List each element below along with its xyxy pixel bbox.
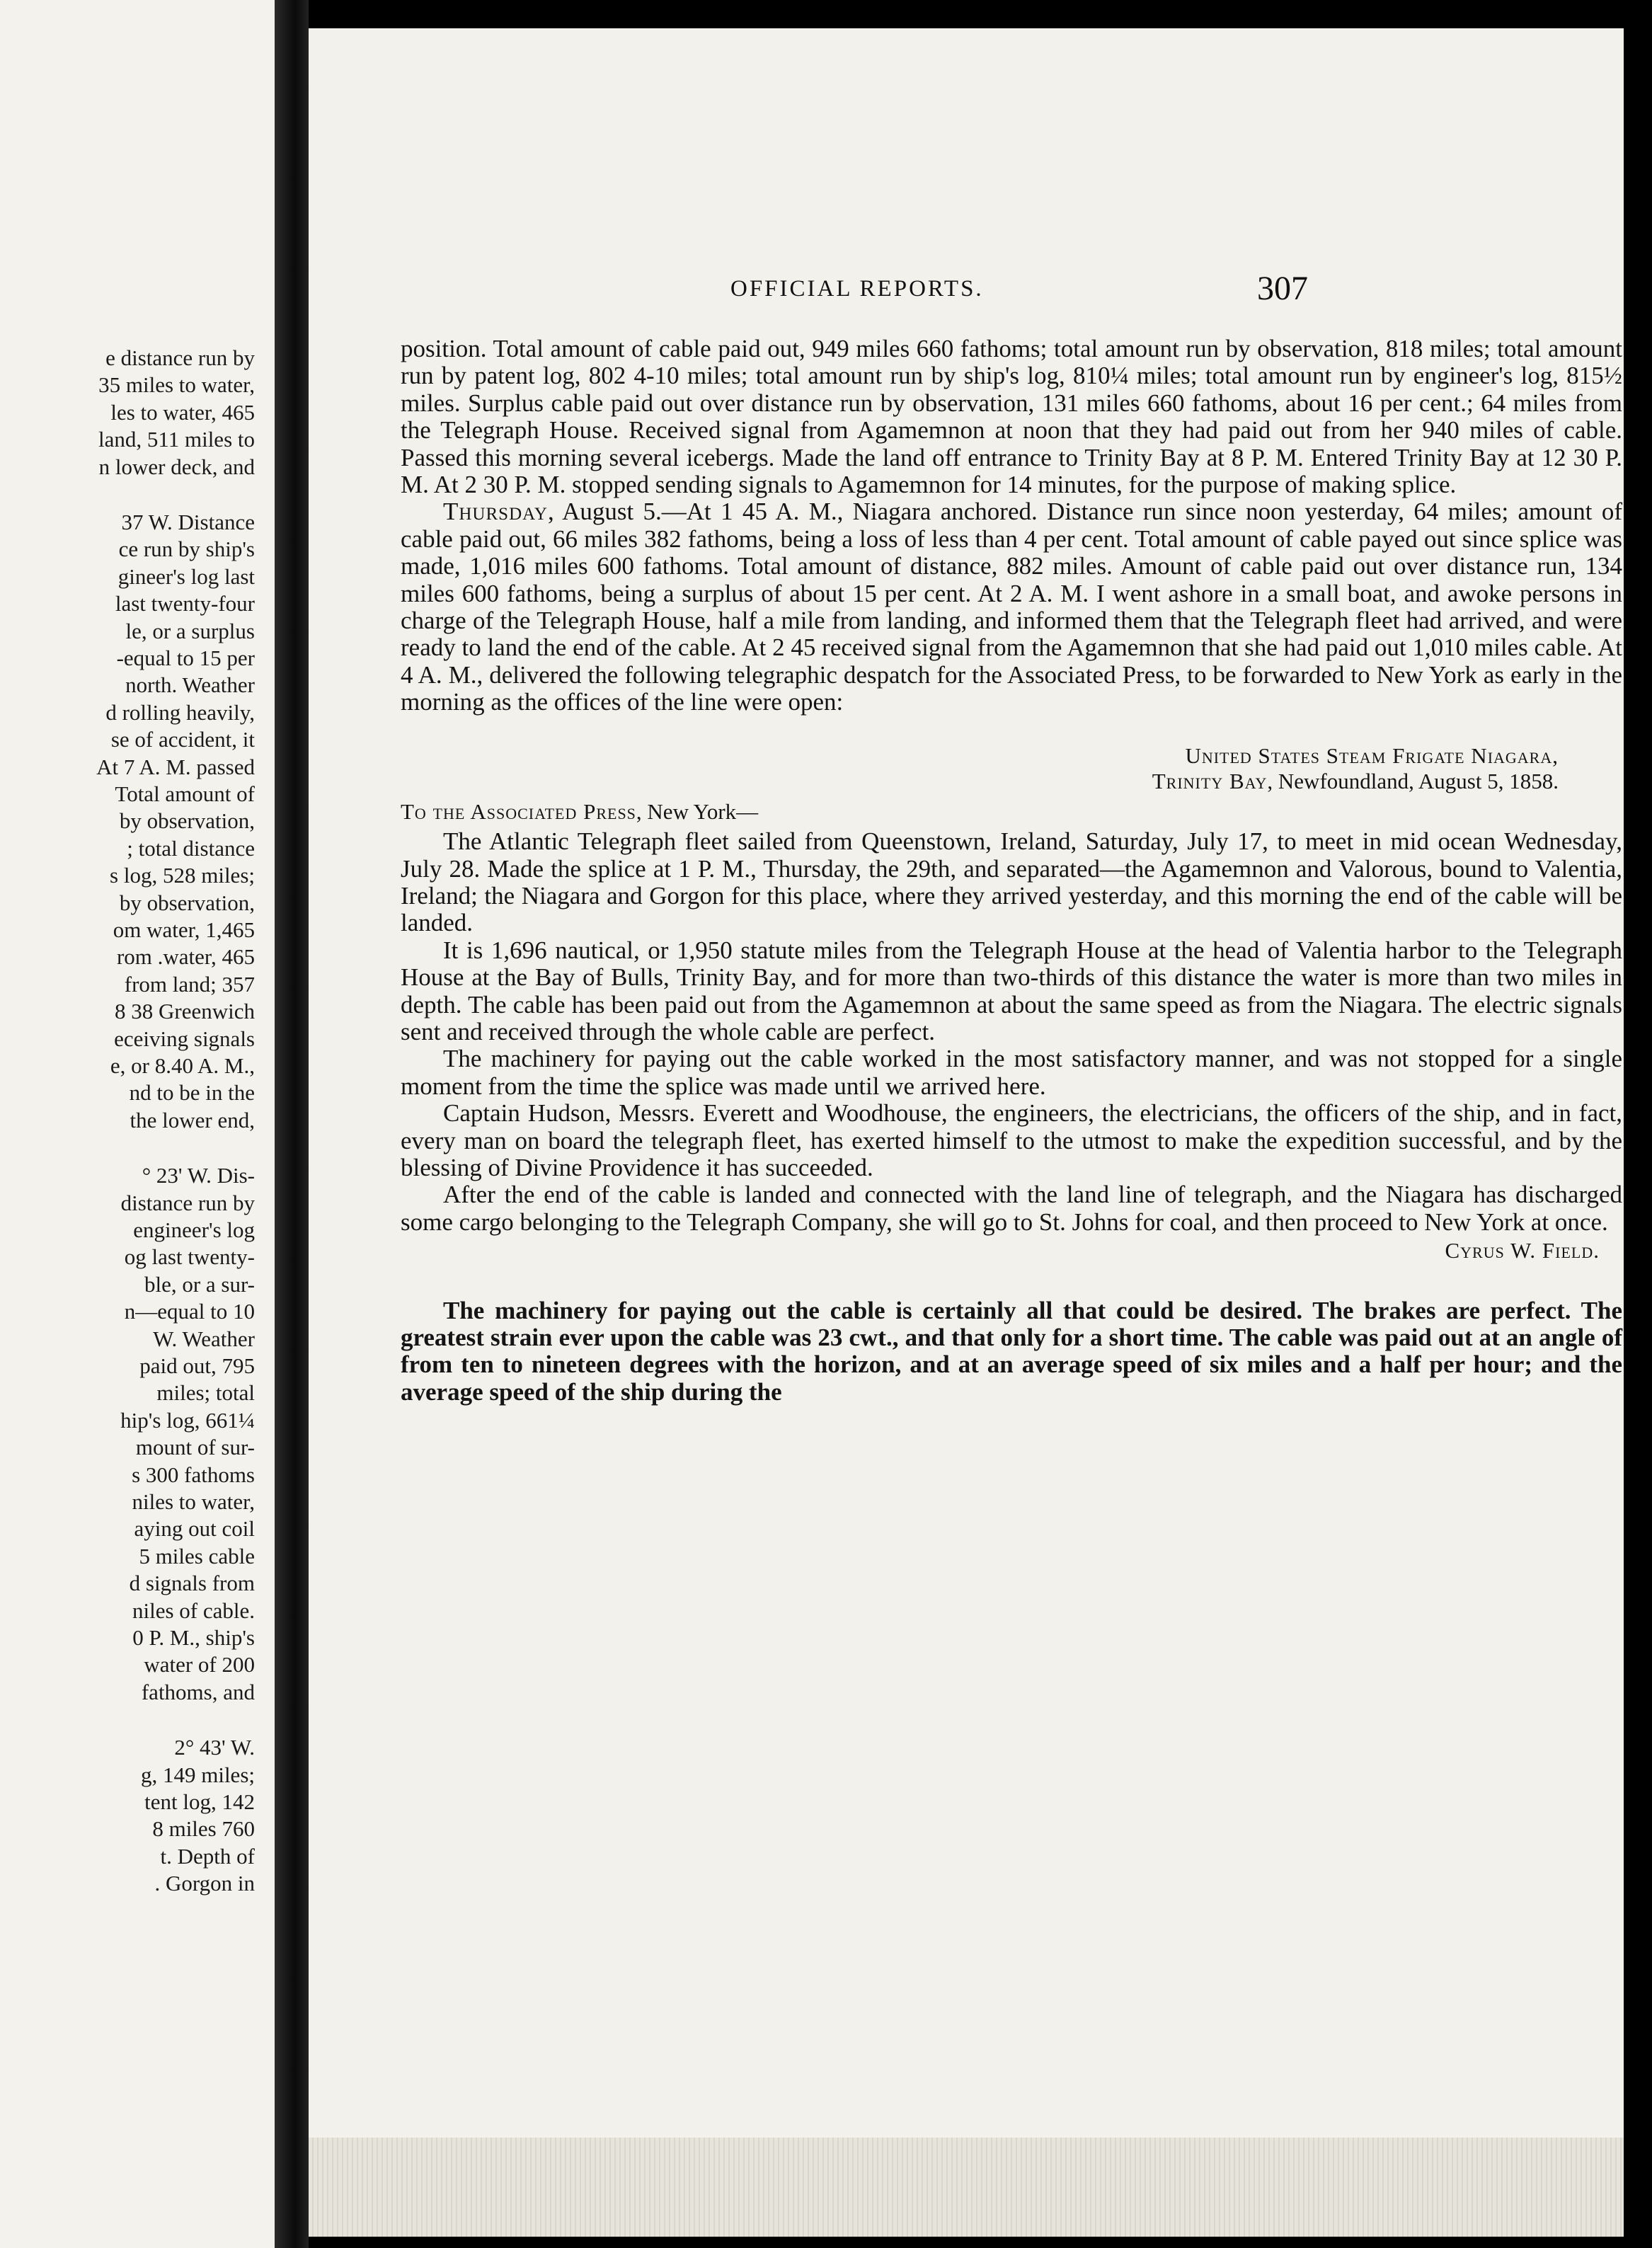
day-heading: Thursday	[443, 498, 548, 526]
facing-page-line: distance run by	[120, 1190, 255, 1215]
address-city: , New York—	[636, 798, 759, 824]
dateline-bay: Trinity Bay	[1152, 768, 1268, 793]
page-header	[309, 270, 1624, 316]
facing-page-line: ° 23' W. Dis-	[142, 1163, 255, 1188]
paragraph-thursday-text: , August 5.—At 1 45 A. M., Niagara anchored. Distance run since noon yesterday, 64 miles; amount of cable paid out, 66 miles 382 fathoms, being a loss of less than 4 per cent. Total amount of cable payed out since splice was made, 1,016 miles 600 fathoms. Total amount of distance, 882 miles. Amount of cable paid out over distance run, 134 miles 600 fathoms, being a surplus of about 15 per cent. At 2 A. M. I went ashore in a small boat, and awoke persons in charge of the Telegraph House, half a mile from landing, and informed them that the Telegraph fleet had arrived, and were ready to land the end of the cable. At 2 45 received signal from the Agamemnon that she had paid out 1,010 miles cable. At 4 A. M., delivered the following telegraphic despatch for the Associated Press, to be forwarded to New York as early in the morning as the offices of the line were open:	[401, 498, 1622, 716]
paragraph-thursday	[401, 498, 1622, 716]
book-gutter	[275, 0, 309, 2248]
facing-page-line: 2° 43' W.	[174, 1735, 255, 1760]
facing-page-line: paid out, 795	[139, 1353, 255, 1378]
facing-page-line: se of accident, it	[110, 727, 255, 752]
running-head: OFFICIAL REPORTS.	[730, 276, 984, 302]
facing-page-line: nd to be in the	[129, 1080, 255, 1106]
facing-page-line: eceiving signals	[114, 1026, 255, 1051]
facing-page-line: miles; total	[156, 1380, 255, 1406]
facing-page-line: les to water, 465	[110, 399, 255, 425]
facing-page-line: north. Weather	[125, 672, 255, 698]
letter-paragraph: Captain Hudson, Messrs. Everett and Woodhouse, the engineers, the electricians, the officers of the ship, and in fact, every man on board the telegraph fleet, has exerted himself to the utmost to make the expedition successful, and by the blessing of Divine Providence it has succeeded.	[401, 1099, 1622, 1181]
facing-page-fragment	[0, 0, 275, 2248]
letter-paragraph: It is 1,696 nautical, or 1,950 statute miles from the Telegraph House at the head of Valentia harbor to the Telegraph House at the Bay of Bulls, Trinity Bay, and for more than two-thirds of this distance the water is more than two miles in depth. The cable has been paid out from the Agamemnon at about the same speed as from the Niagara. The electric signals sent and received through the whole cable are perfect.	[401, 936, 1622, 1045]
facing-page-line: land, 511 miles to	[98, 427, 255, 452]
letter-signature: Cyrus W. Field.	[1445, 1238, 1600, 1263]
facing-page-line: hip's log, 661¼	[120, 1407, 255, 1433]
facing-page-line: engineer's log	[133, 1217, 255, 1242]
dateline-date: , Newfoundland, August 5, 1858.	[1267, 768, 1559, 793]
facing-page-line: ble, or a sur-	[144, 1271, 255, 1297]
letter-paragraph: After the end of the cable is landed and connected with the land line of telegraph, and the Niagara has discharged some cargo belonging to the Telegraph Company, she will go to St. Johns for coal, and then proceed to New York at once.	[401, 1181, 1622, 1236]
facing-page-line: ; total distance	[127, 835, 255, 861]
facing-page-line: g, 149 miles;	[140, 1762, 255, 1787]
facing-page-line: W. Weather	[153, 1326, 255, 1351]
letter-paragraph: The Atlantic Telegraph fleet sailed from Queenstown, Ireland, Saturday, July 17, to meet in mid ocean Wednesday, July 28. Made the splice at 1 P. M., Thursday, the 29th, and separated—the Agamemnon and Valorous, bound to Valentia, Ireland; the Niagara and Gorgon for this place, where they arrived yesterday, and this morning the end of the cable will be landed.	[401, 827, 1622, 937]
facing-page-line: fathoms, and	[141, 1679, 255, 1704]
facing-page-line: aying out coil	[134, 1516, 255, 1542]
facing-page-line: og last twenty-	[124, 1244, 255, 1270]
facing-page-line: n—equal to 10	[124, 1299, 255, 1324]
letter-body	[401, 828, 1622, 1236]
facing-page-line: e, or 8.40 A. M.,	[110, 1053, 255, 1078]
facing-page-line: 0 P. M., ship's	[132, 1625, 255, 1650]
dateline-ship: United States Steam Frigate Niagara,	[1185, 742, 1559, 768]
facing-page-line: rom .water, 465	[116, 944, 255, 970]
facing-page-line: n lower deck, and	[98, 454, 255, 479]
facing-page-line: mount of sur-	[135, 1435, 255, 1460]
facing-page-line: by observation,	[119, 808, 255, 834]
facing-page-line: 8 38 Greenwich	[115, 999, 255, 1024]
facing-page-line: 5 miles cable	[139, 1543, 255, 1569]
facing-page-line: d signals from	[129, 1571, 255, 1596]
letter-address	[401, 798, 1622, 825]
facing-page-line: s 300 fathoms	[132, 1462, 255, 1487]
dateline-place	[401, 769, 1559, 794]
page-edge-texture	[309, 2138, 1624, 2237]
closing-section	[401, 1297, 1622, 1406]
letter-dateline	[401, 743, 1622, 794]
closing-paragraph: The machinery for paying out the cable is certainly all that could be desired. The brakes are perfect. The greatest strain ever upon the cable was 23 cwt., and that only for a short time. The cable was paid out at an angle of from ten to nineteen degrees with the horizon, and at an average speed of six miles and a half per hour; and the average speed of the ship during the	[401, 1296, 1622, 1406]
facing-page-line: niles of cable.	[132, 1598, 255, 1623]
facing-page-line: le, or a surplus	[125, 618, 255, 643]
facing-page-line: s log, 528 miles;	[110, 863, 255, 888]
facing-page-line: . Gorgon in	[154, 1871, 255, 1896]
facing-page-line: d rolling heavily,	[105, 699, 255, 725]
facing-page-line: 37 W. Distance	[121, 510, 255, 534]
facing-page-line: from land; 357	[124, 971, 255, 997]
body-text	[401, 336, 1622, 1406]
facing-page-line: At 7 A. M. passed	[96, 754, 255, 779]
facing-page-line: 35 miles to water,	[98, 372, 255, 398]
page-number: 307	[1257, 270, 1308, 307]
facing-page-line: niles to water,	[132, 1489, 255, 1514]
facing-page-line: ce run by ship's	[118, 537, 255, 562]
facing-page-line: gineer's log last	[117, 563, 255, 589]
paragraph-continuation: position. Total amount of cable paid out, 949 miles 660 fathoms; total amount run by observation, 818 miles; total amount run by patent log, 802 4-10 miles; total amount run by ship's log, 810¼ miles; total amount run by engineer's log, 815½ miles. Surplus cable paid out over distance run by observation, 131 miles 660 fathoms, about 16 per cent.; 64 miles from the Telegraph House. Received signal from Agamemnon at noon that they had paid out from her 940 miles of cable. Passed this morning several icebergs. Made the land off entrance to Trinity Bay at 8 P. M. Entered Trinity Bay at 12 30 P. M. At 2 30 P. M. stopped sending signals to Agamemnon for 14 minutes, for the purpose of making splice.	[401, 335, 1622, 499]
facing-page-line: tent log, 142	[144, 1789, 255, 1814]
facing-page-line: -equal to 15 per	[116, 646, 255, 670]
facing-page-line: by observation,	[119, 890, 255, 915]
facing-page-line: om water, 1,465	[113, 917, 255, 942]
facing-page-line: the lower end,	[130, 1107, 255, 1132]
facing-page-line: e distance run by	[105, 345, 255, 370]
document-page	[309, 28, 1624, 2237]
address-recipient: To the Associated Press	[401, 798, 636, 824]
facing-page-line: water of 200	[144, 1652, 255, 1678]
letter-paragraph: The machinery for paying out the cable worked in the most satisfactory manner, and was not stopped for a single moment from the time the splice was made until we arrived here.	[401, 1045, 1622, 1100]
facing-page-line: t. Depth of	[160, 1843, 255, 1869]
facing-page-line: 8 miles 760	[152, 1816, 255, 1842]
facing-page-line: last twenty-four	[115, 591, 255, 617]
facing-page-line: Total amount of	[115, 781, 255, 806]
